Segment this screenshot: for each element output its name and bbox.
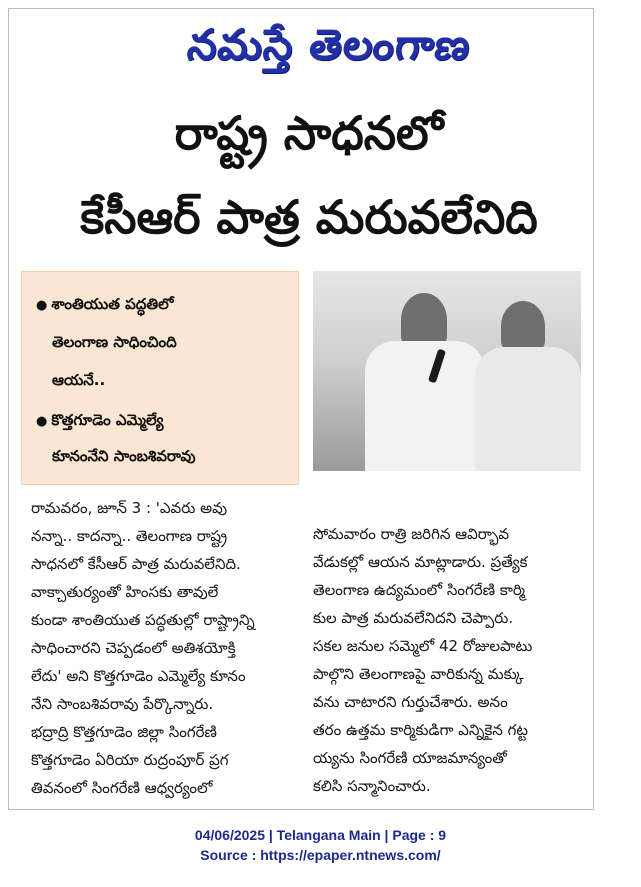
person-head-right [501,301,545,351]
person-shirt-right [475,347,581,471]
body-line: వేడుకల్లో ఆయన మాట్లాడారు. ప్రత్యేక [313,553,528,571]
highlight-item-1-line-2: తెలంగాణ సాధించింది [52,333,177,351]
body-line: సాధించారని చెప్పడంలో అతిశయోక్తి [31,639,236,657]
body-line: కొత్తగూడెం ఏరియా రుద్రంపూర్ ప్రగ [31,751,229,769]
bullet-icon: ● [36,414,48,429]
news-photo [313,271,581,471]
body-line: కుండా శాంతియుత పద్ధతుల్లో రాష్ట్రాన్ని [31,611,255,629]
body-line: య్యను సింగరేణి యాజమాన్యంతో [313,749,507,767]
body-line: నేని సాంబశివరావు పేర్కొన్నారు. [31,695,214,713]
masthead-logo: నమస్తే తెలంగాణ [184,20,474,69]
body-line: సోమవారం రాత్రి జరిగిన ఆవిర్భావ [313,525,510,543]
body-line: కలిసి సన్మానించారు. [313,777,431,795]
highlight-item-1-line-3: ఆయనే.. [52,371,106,389]
body-line: లేదు' అని కొత్తగూడెం ఎమ్మెల్యే కూనం [31,667,246,685]
body-line: పాల్గొని తెలంగాణపై వారికున్న మక్కు [313,665,524,683]
body-line: భద్రాద్రి కొత్తగూడెం జిల్లా సింగరేణి [31,723,217,741]
headline-line-1: రాష్ట్ర సాధనలో [174,106,444,160]
body-line: తరం ఉత్తమ కార్మికుడిగా ఎన్నికైన గట్ట [313,721,528,739]
body-line: తెలంగాణ ఉద్యమంలో సింగరేణి కార్మి [313,581,526,599]
footer-source-link[interactable]: Source : https://epaper.ntnews.com/ [200,847,441,863]
body-line: తివనంలో సింగరేణి ఆధ్వర్యంలో [31,779,213,797]
footer-date-edition: 04/06/2025 | Telangana Main | Page : 9 [194,827,447,843]
highlight-item-1-line-1: ● శాంతియుత పద్ధతిలో [36,295,174,313]
body-line: వను చాటారని గుర్తుచేశారు. అనం [313,693,508,711]
body-line: కుల పాత్ర మరువలేనిదని చెప్పారు. [313,609,514,627]
person-shirt-left [365,341,485,471]
body-line: సకల జనుల సమ్మెలో 42 రోజులపాటు [313,637,533,655]
body-line: సాధనలో కేసీఆర్ పాత్ర మరువలేనిది. [31,555,241,573]
article-body-right [313,520,591,800]
body-line: నన్నా.. కాదన్నా.. తెలంగాణ రాష్ట్ర [31,527,228,545]
highlight-item-2-line-1: ● కొత్తగూడెం ఎమ్మెల్యే [36,411,164,429]
bullet-icon: ● [36,298,48,313]
article-body-left [31,494,299,802]
body-line: వాక్చాతుర్యంతో హింసకు తావులే [31,583,219,601]
highlight-box [21,271,299,485]
person-head-left [401,293,447,347]
news-clipping [8,8,594,810]
body-line: రామవరం, జూన్ 3 : 'ఎవరు అవు [31,499,228,517]
highlight-item-2-line-2: కూనంనేని సాంబశివరావు [52,447,196,465]
headline-line-2: కేసీఆర్ పాత్ర మరువలేనిది [80,190,538,244]
